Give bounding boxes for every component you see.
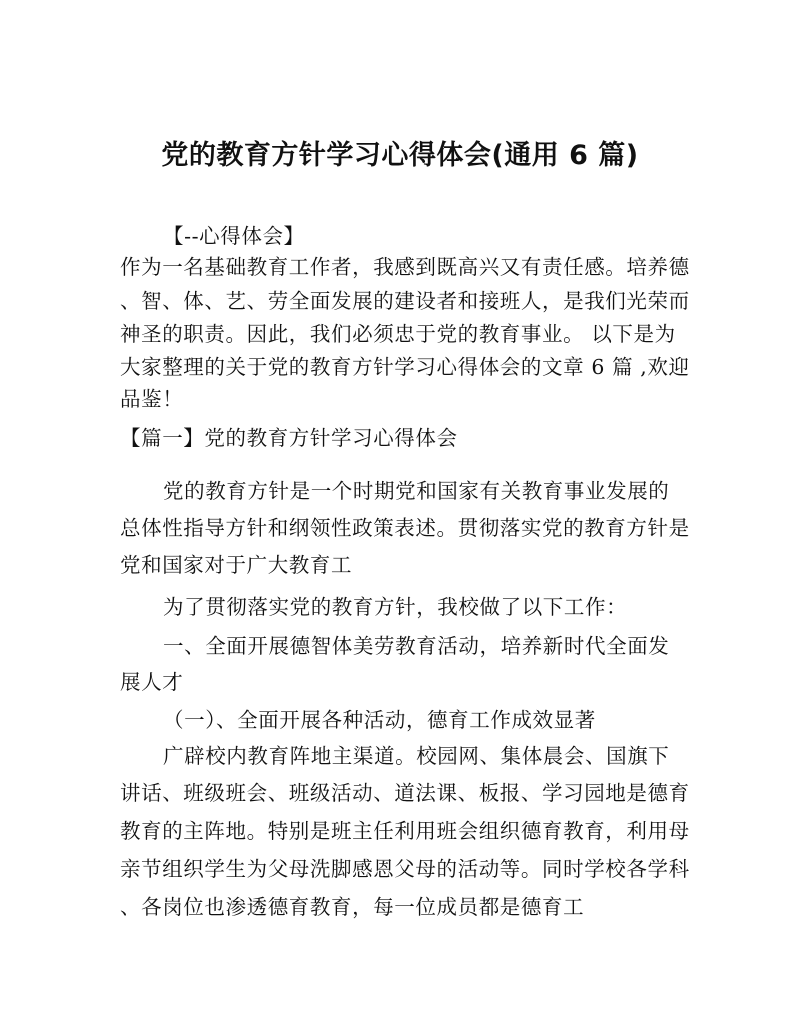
intro-line-1: 作为一名基础教育工作者，我感到既高兴又有责任感。培养德 — [120, 255, 690, 279]
subheading-line: （一）、全面开展各种活动，德育工作成效显著 — [163, 708, 596, 732]
body-line-3: 党和国家对于广大教育工 — [120, 553, 353, 577]
body-line-10: 亲节组织学生为父母洗脚感恩父母的活动等。同时学校各学科 — [120, 857, 690, 881]
chapter-heading: 【篇一】党的教育方针学习心得体会 — [120, 426, 458, 450]
section-tag-line: 【--心得体会】 — [163, 224, 305, 248]
body-line-2: 总体性指导方针和纲领性政策表述。贯彻落实党的教育方针是 — [120, 516, 690, 540]
body-line-1: 党的教育方针是一个时期党和国家有关教育事业发展的 — [163, 479, 670, 503]
body-line-11: 、各岗位也渗透德育教育，每一位成员都是德育工 — [120, 895, 585, 919]
body-line-4: 为了贯彻落实党的教育方针，我校做了以下工作： — [163, 595, 628, 619]
intro-line-5: 品鉴！ — [120, 387, 184, 411]
body-line-7: 广辟校内教育阵地主渠道。校园网、集体晨会、国旗下 — [163, 744, 670, 768]
intro-line-4: 大家整理的关于党的教育方针学习心得体会的文章 6 篇 ,欢迎 — [120, 355, 690, 379]
body-line-9: 教育的主阵地。特别是班主任利用班会组织德育教育，利用母 — [120, 819, 690, 843]
intro-line-2: 、智、体、艺、劳全面发展的建设者和接班人，是我们光荣而 — [120, 289, 690, 313]
body-line-5: 一、全面开展德智体美劳教育活动，培养新时代全面发 — [163, 634, 670, 658]
intro-line-3: 神圣的职责。因此，我们必须忠于党的教育事业。 以下是为 — [120, 322, 676, 346]
body-line-6: 展人才 — [120, 670, 184, 694]
body-line-8: 讲话、班级班会、班级活动、道法课、板报、学习园地是德育 — [120, 781, 690, 805]
document-title: 党的教育方针学习心得体会(通用 6 篇) — [161, 140, 639, 171]
